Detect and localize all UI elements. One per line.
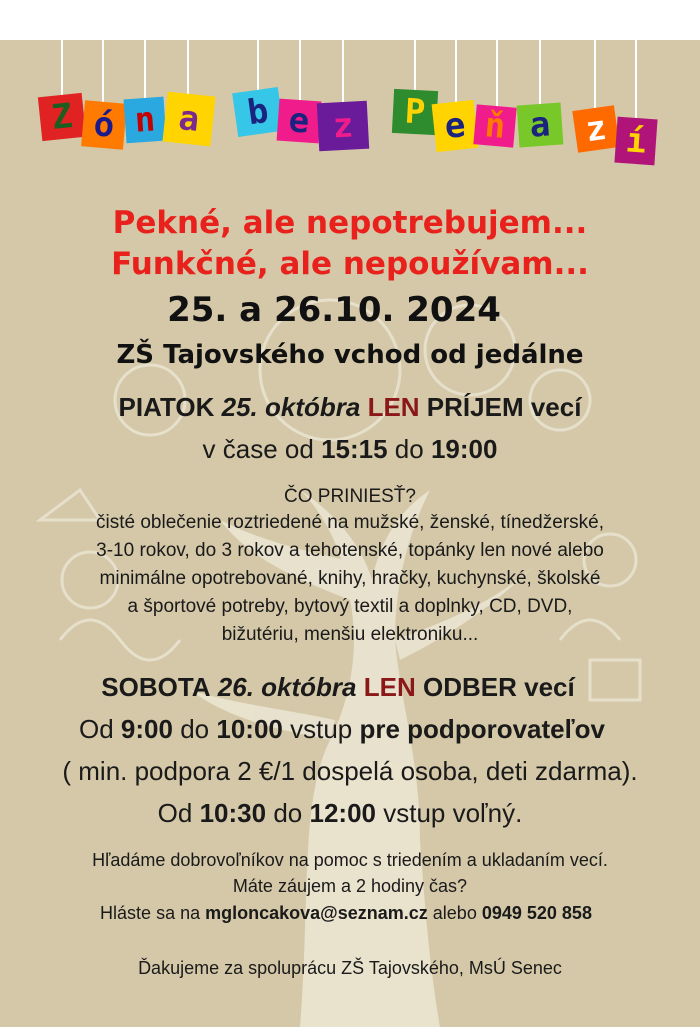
saturday-l1-c: pre podporovateľov (359, 714, 605, 744)
bring-title: ČO PRINIESŤ? (284, 486, 416, 507)
saturday-l1-b: vstup (290, 714, 353, 744)
saturday-l3-to: 12:00 (309, 798, 376, 828)
saturday-l1-to: 10:00 (216, 714, 283, 744)
garland-letter: z (317, 101, 369, 152)
garland-letter: ó (81, 100, 127, 149)
volunteers-l3-b: alebo (432, 903, 477, 923)
saturday-l1-from: 9:00 (120, 714, 173, 744)
saturday-line-2: ( min. podpora 2 €/1 dospelá osoba, deti zdarma). (62, 756, 638, 786)
poster (0, 40, 700, 1027)
saturday-l1-a: Od (79, 714, 114, 744)
volunteers-line-3 (0, 903, 696, 924)
garland-letter: z (572, 105, 619, 152)
saturday-heading (0, 672, 688, 703)
slogan-line-1: Pekné, ale nepotrebujem... (112, 205, 588, 241)
saturday-len: LEN (363, 672, 416, 702)
volunteers-line-2: Máte záujem a 2 hodiny čas? (232, 876, 468, 896)
thanks-note: Ďakujeme za spoluprácu ZŠ Tajovského, MsÚ Senec (138, 958, 562, 978)
bring-line: minimálne opotrebované, knihy, hračky, kuchynské, školské (99, 568, 601, 589)
garland-letter: e (432, 100, 479, 152)
saturday-l3-mid: do (273, 798, 303, 828)
garland-letter: a (517, 103, 564, 148)
friday-time (0, 434, 700, 465)
volunteers-line-1: Hľadáme dobrovoľníkov na pomoc s triedením a ukladaním vecí. (92, 850, 608, 870)
garland-letter: b (232, 87, 284, 137)
garland-letter: Z (38, 93, 86, 141)
garland-letter: P (392, 89, 438, 135)
saturday-date: 26. októbra (217, 672, 357, 702)
contact-phone[interactable]: 0949 520 858 (481, 903, 592, 923)
saturday-l3-b: vstup voľný. (383, 798, 523, 828)
saturday-l3-a: Od (157, 798, 193, 828)
garland-letter: n (124, 97, 167, 144)
bring-line: a športové potreby, bytový textil a doplnky, CD, DVD, (127, 596, 573, 617)
saturday-l3-from: 10:30 (199, 798, 267, 828)
bring-line: 3-10 rokov, do 3 rokov a tehotenské, topánky len nové alebo (96, 540, 604, 561)
friday-date: 25. októbra (221, 392, 361, 422)
volunteers-l3-a: Hláste sa na (100, 903, 201, 923)
garland-letter: í (614, 117, 657, 166)
garland-letter: e (277, 99, 322, 144)
title-garland (0, 40, 700, 230)
saturday-what: ODBER vecí (422, 672, 575, 702)
event-date: 25. a 26.10. 2024 (167, 290, 501, 330)
friday-day: PIATOK (118, 392, 215, 422)
saturday-l1-mid: do (180, 714, 210, 744)
contact-email[interactable]: mgloncakova@seznam.cz (205, 903, 428, 923)
garland-letter: a (163, 92, 216, 147)
friday-time-prefix: v čase od (202, 434, 314, 464)
friday-len: LEN (367, 392, 420, 422)
saturday-line-3 (0, 798, 690, 829)
saturday-line-1 (0, 714, 692, 745)
slogan-line-2: Funkčné, ale nepoužívam... (111, 246, 589, 282)
bring-line: čisté oblečenie roztriedené na mužské, ženské, tínedžerské, (96, 512, 604, 533)
friday-time-from: 15:15 (321, 434, 388, 464)
friday-heading (0, 392, 700, 423)
garland-letter: ň (473, 104, 516, 147)
friday-time-to: 19:00 (430, 434, 498, 464)
bring-line: bižutériu, menšiu elektroniku... (221, 624, 479, 645)
friday-time-mid: do (394, 434, 424, 464)
event-place: ZŠ Tajovského vchod od jedálne (116, 340, 584, 370)
saturday-day: SOBOTA (101, 672, 211, 702)
friday-what: PRÍJEM vecí (426, 392, 582, 422)
